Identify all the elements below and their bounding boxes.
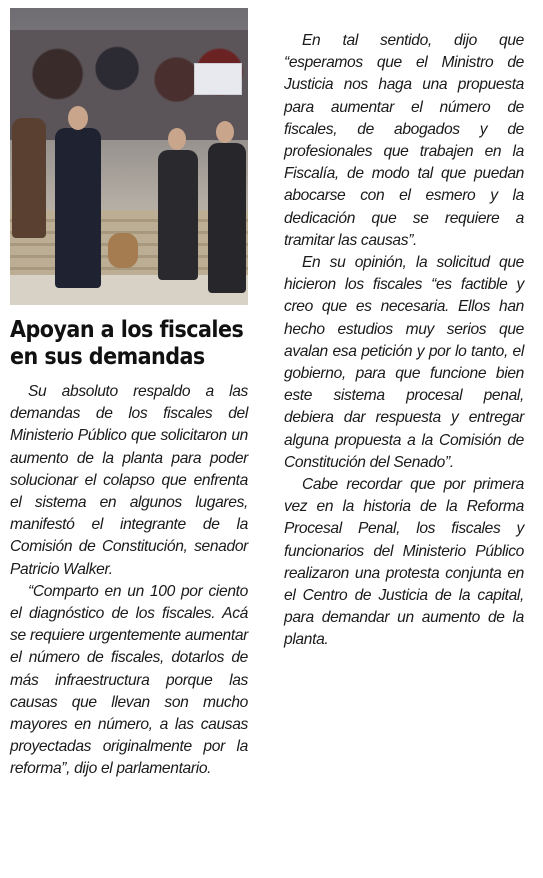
photo-person-left: [12, 118, 46, 238]
paragraph: “Comparto en un 100 por ciento el diagnóstico de los fiscales. Acá se requiere urgentemente aumentar el número de fiscales, dotarlos de más infraestructura porque las causas que llevan son mucho mayores en número, a las causas proyectadas originalmente por la reforma”, dijo el parlamentario.: [10, 582, 248, 778]
photo-dog: [108, 233, 138, 268]
photo-person-right: [208, 143, 246, 293]
right-column: [284, 30, 524, 652]
headline-line-2: en sus demandas: [10, 344, 205, 370]
photo-person-head: [216, 121, 234, 143]
photo-person-grey: [158, 150, 198, 280]
headline-line-1: Apoyan a los fiscales: [10, 317, 244, 343]
paragraph: Su absoluto respaldo a las demandas de los fiscales del Ministerio Público que solicitaron un aumento de la planta para poder solucionar el colapso que enfrenta el sistema en algunos lugares, manifestó el integrante de la Comisión de Constitución, senador Patricio Walker.: [10, 383, 248, 578]
news-photo: [10, 8, 248, 305]
left-column: [10, 8, 248, 781]
photo-person-head: [68, 106, 88, 130]
paragraph: En su opinión, la solicitud que hicieron los fiscales “es factible y creo que es necesaria. Ellos han hecho estudios muy serios que avalan esa petición y por lo tanto, el gobierno, para que funcione bien este sistema procesal penal, debiera dar respuesta y entregar alguna propuesta a la Comisión de Constitución del Senado”.: [284, 254, 524, 471]
photo-person-suit: [55, 128, 101, 288]
photo-person-head: [168, 128, 186, 150]
paragraph: Cabe recordar que por primera vez en la historia de la Reforma Procesal Penal, los fiscales y funcionarios del Ministerio Público realizaron una protesta conjunta en el Centro de Justicia de la capital, para demandar un aumento de la planta.: [284, 476, 524, 649]
article-headline: [10, 317, 249, 371]
photo-banner: [194, 63, 242, 95]
paragraph: En tal sentido, dijo que “esperamos que el Ministro de Justicia nos haga una propuesta para aumentar el número de fiscales, de abogados y de profesionales que trabajen en la Fiscalía, de modo tal que puedan abocarse con el esmero y la dedicación que se requiere a tramitar las causas”.: [284, 32, 524, 249]
left-body: [10, 381, 248, 781]
